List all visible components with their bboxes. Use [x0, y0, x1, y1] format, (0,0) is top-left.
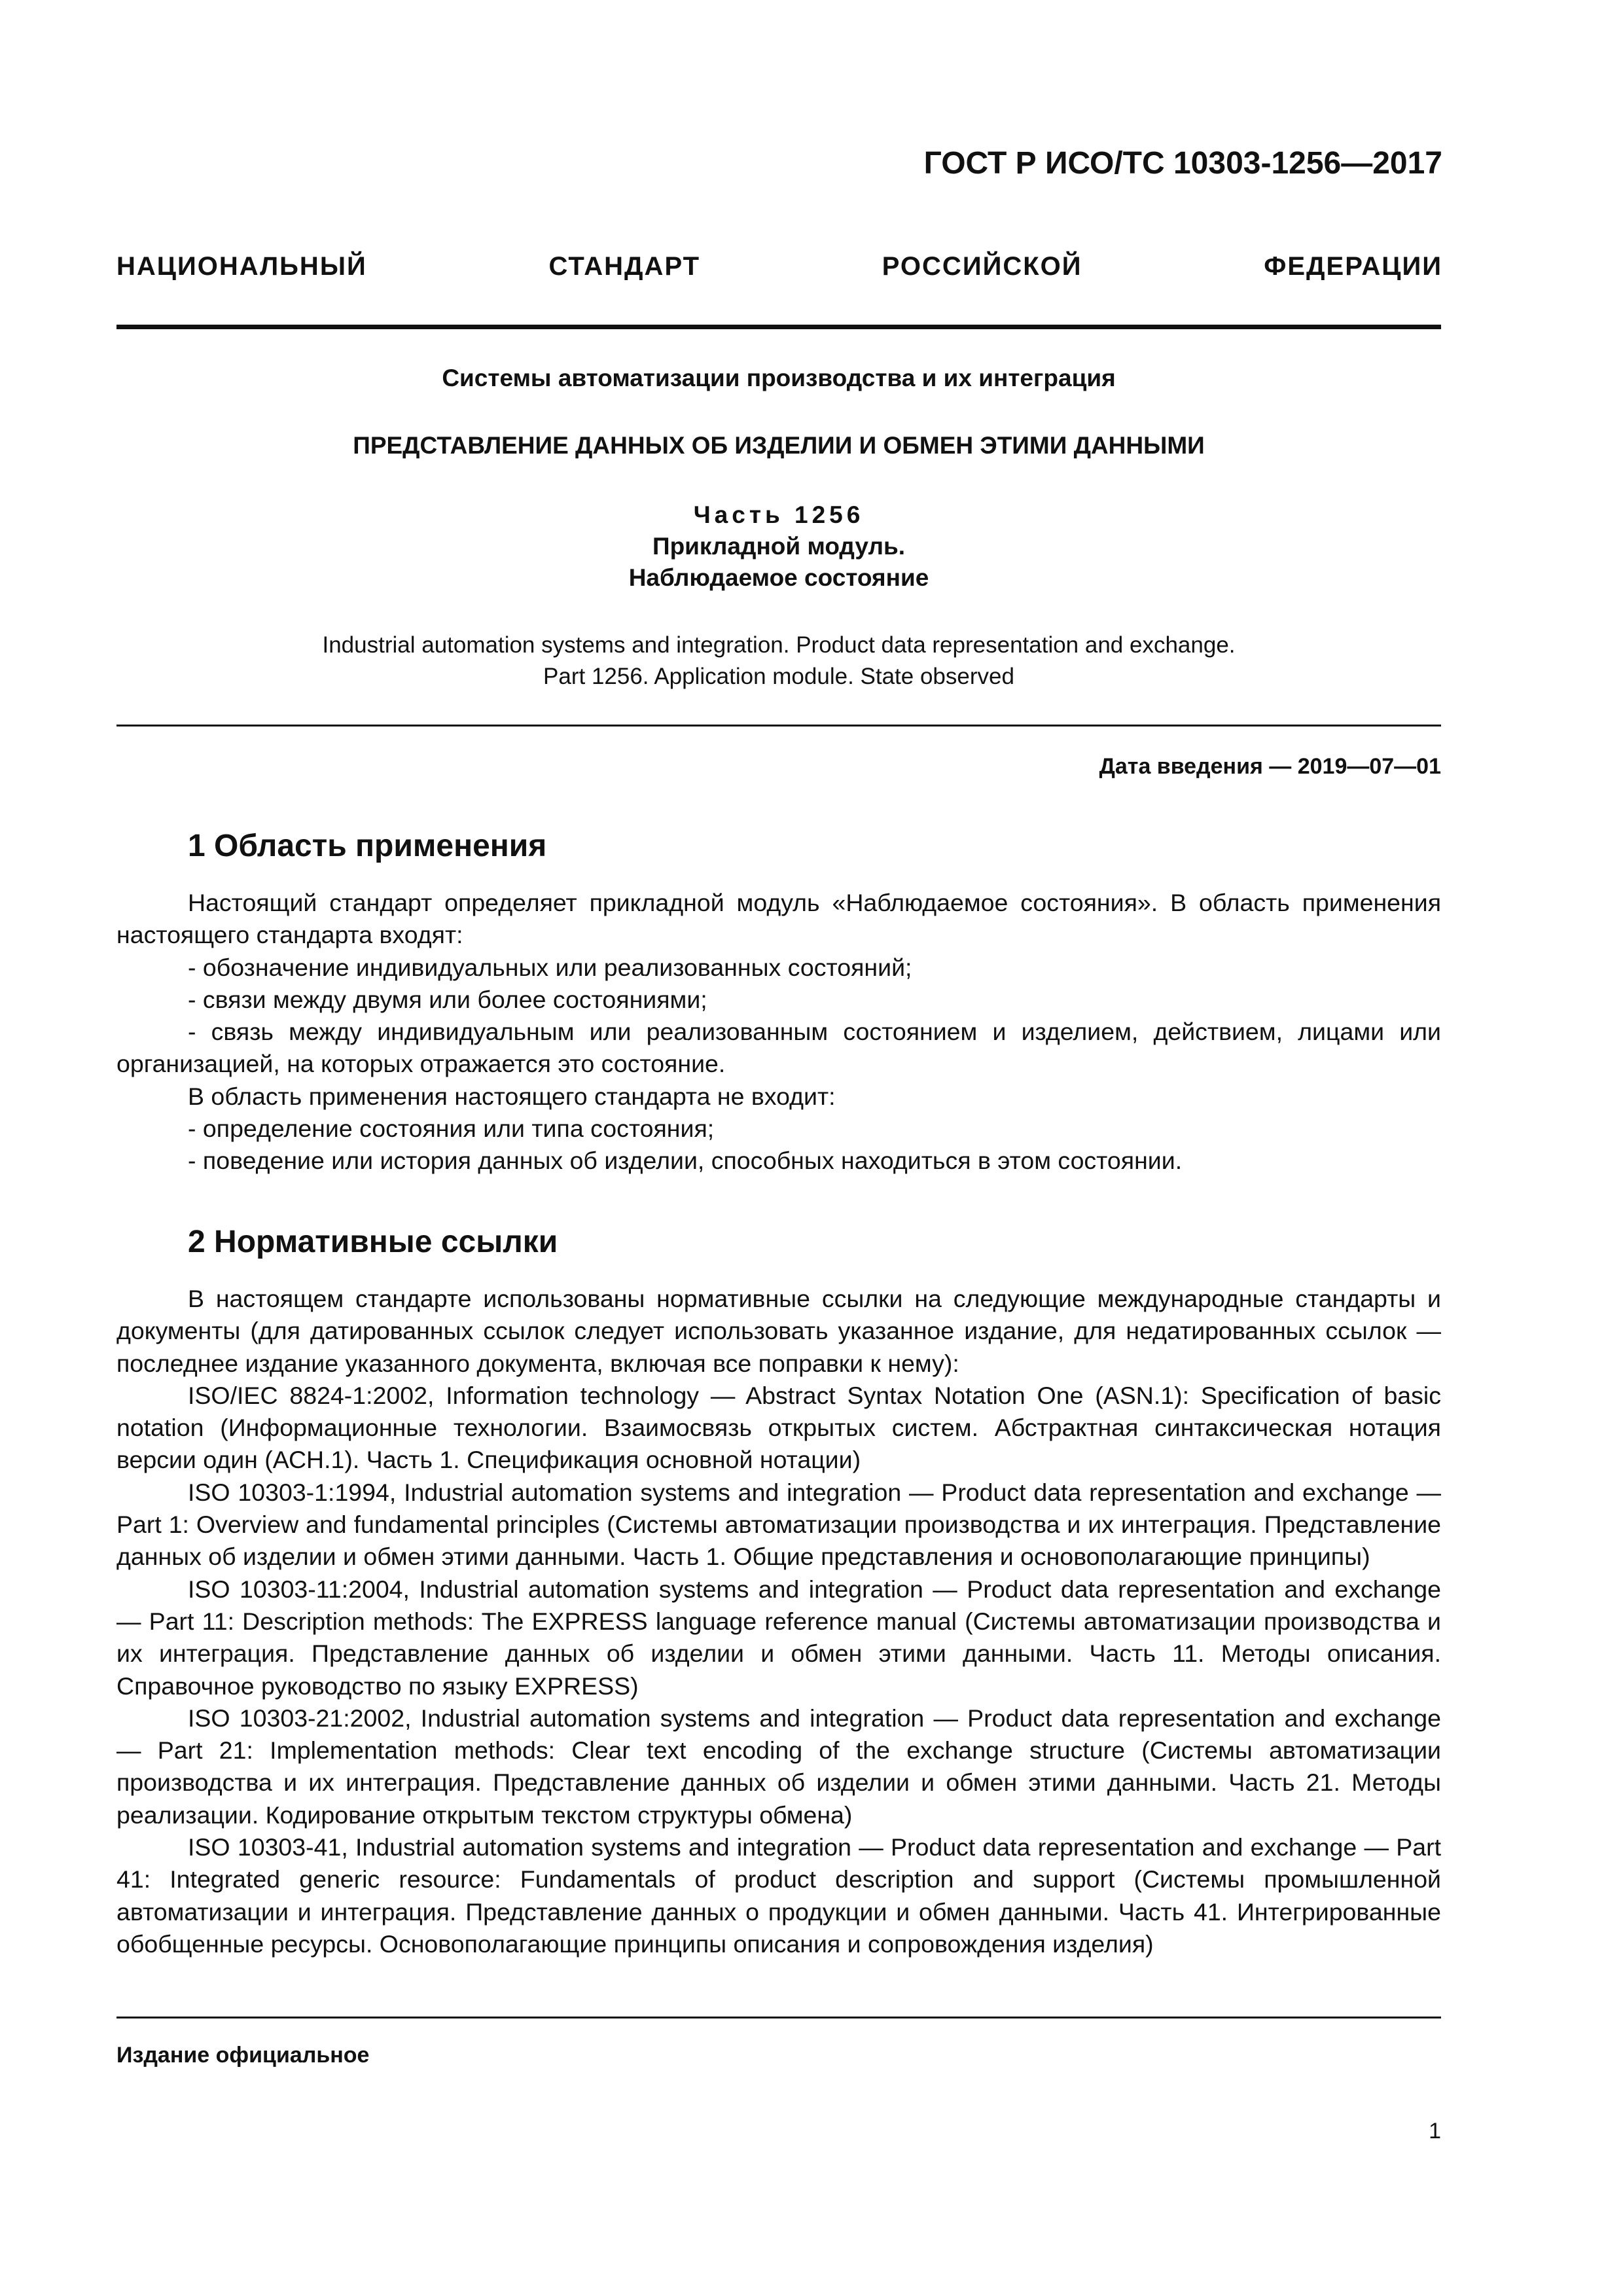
list-item: - поведение или история данных об изделии, способных находиться в этом состоянии.: [188, 1147, 1183, 1175]
page-number: 1: [1429, 2119, 1441, 2144]
english-title-block: [116, 630, 1441, 692]
reference-entry: ISO 10303-41, Industrial automation systems and integration — Product data representation and exchange — Part 41: Integrated generic resource: Fundamentals of product description and support (Системы промышленной автоматизации и интеграция. Представление данных о продукции и обмен данными. Часть 41. Интегрированные обобщенные ресурсы. Основополагающие принципы описания и сопровождения изделия): [116, 1833, 1441, 1958]
list-item: - определение состояния или типа состояния;: [188, 1115, 715, 1143]
section-heading-scope: 1 Область применения: [188, 829, 547, 863]
reference-entry: ISO/IEC 8824-1:2002, Information technology — Abstract Syntax Notation One (ASN.1): Specification of basic notation (Информационные технологии. Взаимосвязь открытых систем. Абстрактная синтаксическая нотация версии один (АСН.1). Часть 1. Спецификация основной нотации): [116, 1381, 1441, 1474]
part-label: Часть 1256: [693, 501, 865, 528]
part-name-line1: Прикладной модуль.: [652, 533, 905, 560]
standard-designation: ГОСТ Р ИСО/ТС 10303-1256—2017: [923, 146, 1442, 181]
paragraph: Настоящий стандарт определяет прикладной модуль «Наблюдаемое состояния». В область применения настоящего стандарта входят:: [116, 889, 1441, 949]
part-name-line2: Наблюдаемое состояние: [628, 564, 929, 591]
paragraph: В область применения настоящего стандарта не входит:: [188, 1082, 836, 1110]
document-main-title: ПРЕДСТАВЛЕНИЕ ДАННЫХ ОБ ИЗДЕЛИИ И ОБМЕН ЭТИМИ ДАННЫМИ: [353, 432, 1205, 459]
section-body-normative-references: [116, 1283, 1441, 1960]
part-title-block: [116, 499, 1441, 594]
reference-entry: ISO 10303-11:2004, Industrial automation systems and integration — Product data representation and exchange — Part 11: Description methods: The EXPRESS language reference manual (Системы автоматизации производства и их интеграция. Представление данных об изделии и обмен этими данными. Часть 11. Методы описания. Справочное руководство по языку EXPRESS): [116, 1575, 1441, 1700]
national-standard-heading: НАЦИОНАЛЬНЫЙ СТАНДАРТ РОССИЙСКОЙ ФЕДЕРАЦИИ: [116, 252, 1442, 281]
header-divider: [116, 325, 1441, 329]
section-body-scope: [116, 887, 1441, 1177]
introduction-date: Дата введения — 2019—07—01: [1099, 754, 1441, 779]
section-heading-normative-references: 2 Нормативные ссылки: [188, 1225, 558, 1259]
title-divider: [116, 725, 1441, 726]
english-title-line2: Part 1256. Application module. State observed: [543, 664, 1014, 689]
reference-entry: ISO 10303-21:2002, Industrial automation systems and integration — Product data representation and exchange — Part 21: Implementation methods: Clear text encoding of the exchange structure (Системы автоматизации производства и их интеграция. Представление данных об изделии и обмен этими данными. Часть 21. Методы реализации. Кодирование открытым текстом структуры обмена): [116, 1704, 1441, 1829]
list-item: - связь между индивидуальным или реализованным состоянием и изделием, действием, лицами или организацией, на которых отражается это состояние.: [116, 1018, 1441, 1078]
reference-entry: ISO 10303-1:1994, Industrial automation systems and integration — Product data representation and exchange — Part 1: Overview and fundamental principles (Системы автоматизации производства и их интеграция. Представление данных об изделии и обмен этими данными. Часть 1. Общие представления и основополагающие принципы): [116, 1478, 1441, 1571]
footer-divider: [116, 2017, 1441, 2018]
list-item: - обозначение индивидуальных или реализованных состояний;: [188, 953, 912, 981]
official-edition-label: Издание официальное: [116, 2043, 370, 2068]
document-subtitle: Системы автоматизации производства и их интеграция: [442, 365, 1116, 391]
english-title-line1: Industrial automation systems and integration. Product data representation and exchange.: [322, 632, 1236, 658]
list-item: - связи между двумя или более состояниями;: [188, 985, 707, 1013]
paragraph: В настоящем стандарте использованы нормативные ссылки на следующие международные стандарты и документы (для датированных ссылок следует использовать указанное издание, для недатированных ссылок — последнее издание указанного документа, включая все поправки к нему):: [116, 1285, 1441, 1377]
